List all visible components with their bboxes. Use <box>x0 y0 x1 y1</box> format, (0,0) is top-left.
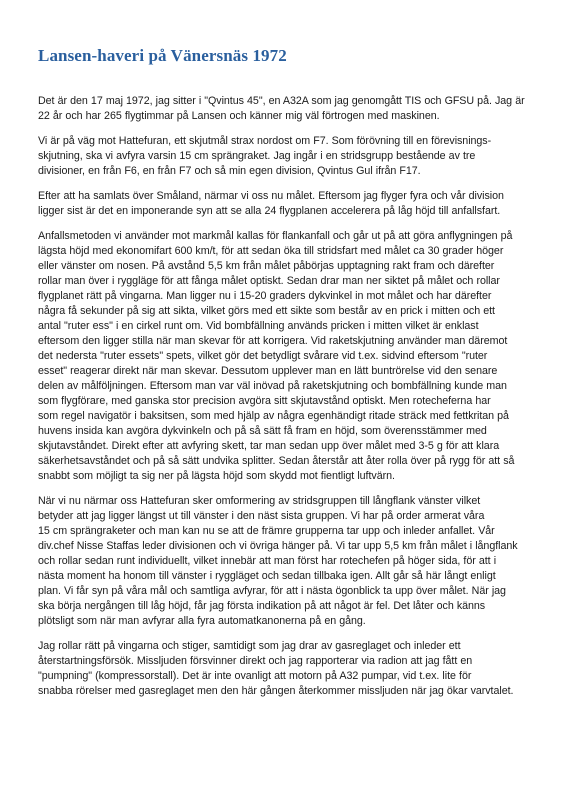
text-line: Anfallsmetoden vi använder mot markmål kallas för flankanfall och går ut på att göra anflygningen på <box>38 230 513 242</box>
text-line: snabba rörelser med gasreglaget men den här gången återkommer missljuden när jag ökar varvtalet. <box>38 685 514 697</box>
text-line: huvens insida kan avgöra dykvinkeln och på så sätt få fram en höjd, som överensstämmer med <box>38 425 487 437</box>
text-line: som flygförare, med ganska stor precision avgöra sitt skjutavstånd optiskt. Men rotecheferna har <box>38 395 491 407</box>
text-line: delen av målföljningen. Eftersom man var väl inövad på raketskjutning och bombfällning kunde man <box>38 380 507 392</box>
text-line: några få sekunder på sig att sikta, vilket görs med ett sikte som består av en prick i mitten och ett <box>38 305 495 317</box>
paragraph <box>38 639 542 699</box>
text-line: eftersom den ligger stilla när man skevar för att korrigera. Vid raketskjutning använder man däremot <box>38 335 508 347</box>
text-line: återstartningsförsök. Missljuden försvinner direkt och jag rapporterar via radion att jag fått en <box>38 655 473 667</box>
document-title: Lansen-haveri på Vänersnäs 1972 <box>38 46 287 65</box>
text-line: "pumpning" (kompressorstall). Det är inte ovanligt att motorn på A32 pumpar, vid t.ex. lite för <box>38 670 472 682</box>
text-line: 22 år och har 265 flygtimmar på Lansen och känner mig väl förtrogen med maskinen. <box>38 110 440 122</box>
text-line: betyder att jag ligger längst ut till vänster i den näst sista gruppen. Vi har på order armerat våra <box>38 510 485 522</box>
text-line: eller vänster om nosen. På avstånd 5,5 km från målet påbörjas upptagning rakt fram och därefter <box>38 260 495 272</box>
text-line: lägsta höjd med ekonomifart 600 km/t, för att sedan öka till stridsfart med målet ca 30 grader höger <box>38 245 504 257</box>
text-line: snabbt som möjligt ta sig ner på lägsta höjd som skydd mot fientligt luftvärn. <box>38 470 395 482</box>
paragraph <box>38 134 542 179</box>
text-line: div.chef Nisse Staffas leder divisionen och vi övriga hänger på. Vi tar upp 5,5 km från målet i långflank <box>38 540 518 552</box>
text-line: Jag rollar rätt på vingarna och stiger, samtidigt som jag drar av gasreglaget och inleder ett <box>38 640 461 652</box>
text-line: det nedersta "ruter essets" spets, vilket gör det betydligt svårare vid t.ex. sidvind eftersom "ruter <box>38 350 488 362</box>
paragraph <box>38 189 542 219</box>
text-line: och rollar sedan runt individuellt, vilket innebär att man först har rotechefen på höger sida, för att i <box>38 555 497 567</box>
text-line: När vi nu närmar oss Hattefuran sker omformering av stridsgruppen till långflank vänster vilket <box>38 495 481 507</box>
paragraph <box>38 229 542 484</box>
text-line: esset" reagerar direkt när man skevar. Dessutom upplever man en lätt buntrörelse vid den senare <box>38 365 498 377</box>
text-line: nästa moment ha honom till vänster i ryggläget och sedan tillbaka igen. Allt går så här långt enligt <box>38 570 496 582</box>
text-line: skjutavståndet. Direkt efter att avfyring skett, tar man sedan upp över målet med 3-5 g för att klara <box>38 440 500 452</box>
text-line: skjutning, ska vi avfyra varsin 15 cm sprängraket. Jag ingår i en stridsgrupp bestående av tre <box>38 150 476 162</box>
text-line: divisioner, en från F6, en från F7 och så min egen division, Qvintus Gul ifrån F17. <box>38 165 421 177</box>
text-line: Vi är på väg mot Hattefuran, ett skjutmål strax nordost om F7. Som förövning till en förevisnings- <box>38 135 492 147</box>
paragraph <box>38 94 542 124</box>
document-body <box>38 94 542 699</box>
text-line: ska börja nergången till låg höjd, får jag första indikation på att något är fel. Det låter och känns <box>38 600 486 612</box>
text-line: 15 cm sprängraketer och man kan nu se att de främre grupperna tar upp och inleder anfallet. Vår <box>38 525 495 537</box>
text-line: som regel navigatör i baksitsen, som med hjälp av några egenhändigt ritade sträck med fettkritan på <box>38 410 509 422</box>
text-line: Efter att ha samlats över Småland, närmar vi oss nu målet. Eftersom jag flyger fyra och vår division <box>38 190 504 202</box>
text-line: ligger sist är det en imponerande syn att se alla 24 flygplanen accelerera på låg höjd till anfallsfart. <box>38 205 501 217</box>
paragraph <box>38 494 542 629</box>
text-line: säkerhetsavståndet och på så sätt undvika splitter. Sedan återstår att åter rolla över på rygg för att så <box>38 455 515 467</box>
text-line: plötsligt som när man avfyrar alla fyra automatkanonerna på en gång. <box>38 615 366 627</box>
text-line: rollar man över i ryggläge för att fånga målet optiskt. Sedan drar man ner siktet på målet och rollar <box>38 275 500 287</box>
text-line: plan. Vi får syn på våra mål och samtliga avfyrar, för att i nästa ögonblick ta upp över målet. När jag <box>38 585 506 597</box>
text-line: Det är den 17 maj 1972, jag sitter i "Qvintus 45", en A32A som jag genomgått TIS och GFSU på. Jag är <box>38 95 525 107</box>
text-line: flygplanet rätt på vingarna. Man ligger nu i 15-20 graders dykvinkel in mot målet och har därefter <box>38 290 492 302</box>
text-line: antal "ruter ess" i en cirkel runt om. Vid bombfällning används pricken i mitten vilket är enklast <box>38 320 479 332</box>
